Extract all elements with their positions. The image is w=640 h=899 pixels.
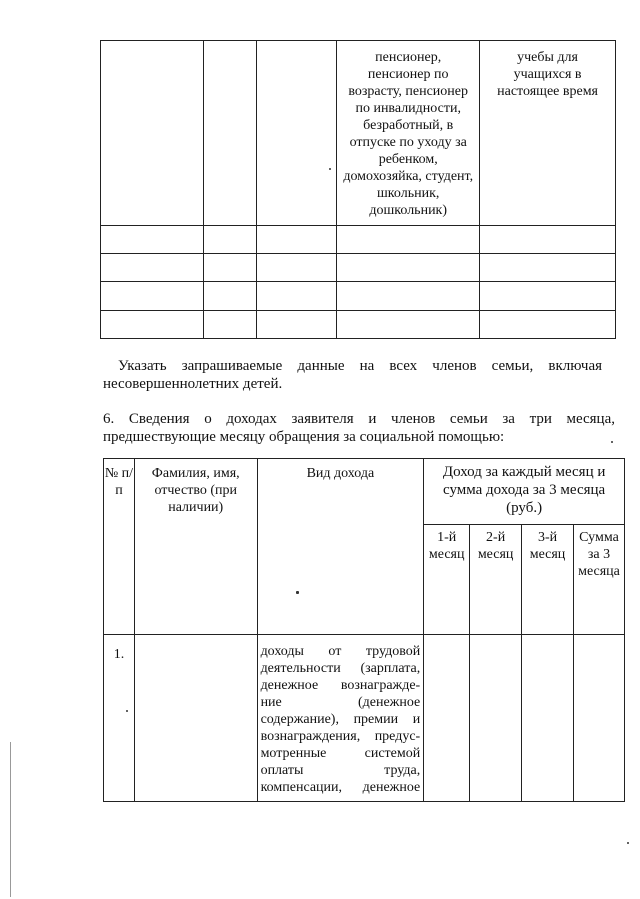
header-monthly-income: Доход за каждый месяц и сумма дохода за 3 месяца (руб.) [424,459,625,525]
header-month-3: 3-й месяц [522,525,574,635]
table-row [101,226,616,254]
scan-speck [296,591,299,594]
income-line: содержание), премии и [260,712,421,727]
income-line: денежное вознагражде- [260,678,421,693]
table-row [104,635,625,802]
family-members-table [100,40,616,339]
income-line: ние (денежное [260,695,421,710]
row-income-type [257,635,424,802]
cell [256,41,337,226]
income-line: доходы от трудовой [260,644,421,659]
table-row [101,41,616,226]
cell [203,41,256,226]
header-income-type-label: Вид дохода [306,466,375,481]
cell [101,41,204,226]
table-row [101,311,616,339]
header-income-type [257,459,424,635]
row-month-2 [470,635,522,802]
header-name: Фамилия, имя, отчество (при наличии) [134,459,257,635]
scan-speck [329,168,331,170]
income-line: мотренные системой [260,746,421,761]
row-name-cell [134,635,257,802]
income-table [103,458,625,802]
income-line: оплаты труда, [260,763,421,778]
income-line: вознаграждения, предус- [260,729,421,744]
scan-speck [611,441,613,443]
note-line-1: Указать запрашиваемые данные на всех членов семьи, включая [118,358,602,374]
section-6-line-2: предшествующие месяцу обращения за социальной помощью: [103,429,505,445]
study-cell: учебы для учащихся в настоящее время [480,41,616,226]
header-month-1: 1-й месяц [424,525,470,635]
table-row [101,282,616,311]
scan-edge-line [10,742,11,897]
header-month-2: 2-й месяц [470,525,522,635]
income-line: компенсации, денежное [260,780,421,795]
scan-speck [126,710,128,712]
table-header-row [104,459,625,525]
row-month-1 [424,635,470,802]
section-6-line-1: 6. Сведения о доходах заявителя и членов семьи за три месяца, [103,411,615,427]
scan-speck [627,842,629,844]
header-sum: Сумма за 3 месяца [573,525,624,635]
income-line: деятельности (зарплата, [260,661,421,676]
note-line-2: несовершеннолетних детей. [103,376,283,392]
table-row [101,254,616,282]
row-sum [573,635,624,802]
row-month-3 [522,635,574,802]
row-number: 1. [104,635,135,802]
occupation-cell: пенсионер, пенсионер по возрасту, пенсионер по инвалидности, безработный, в отпуске по уходу за ребенком, домохозяйка, студент, школьник, дошкольник) [337,41,480,226]
header-number: № п/п [104,459,135,635]
